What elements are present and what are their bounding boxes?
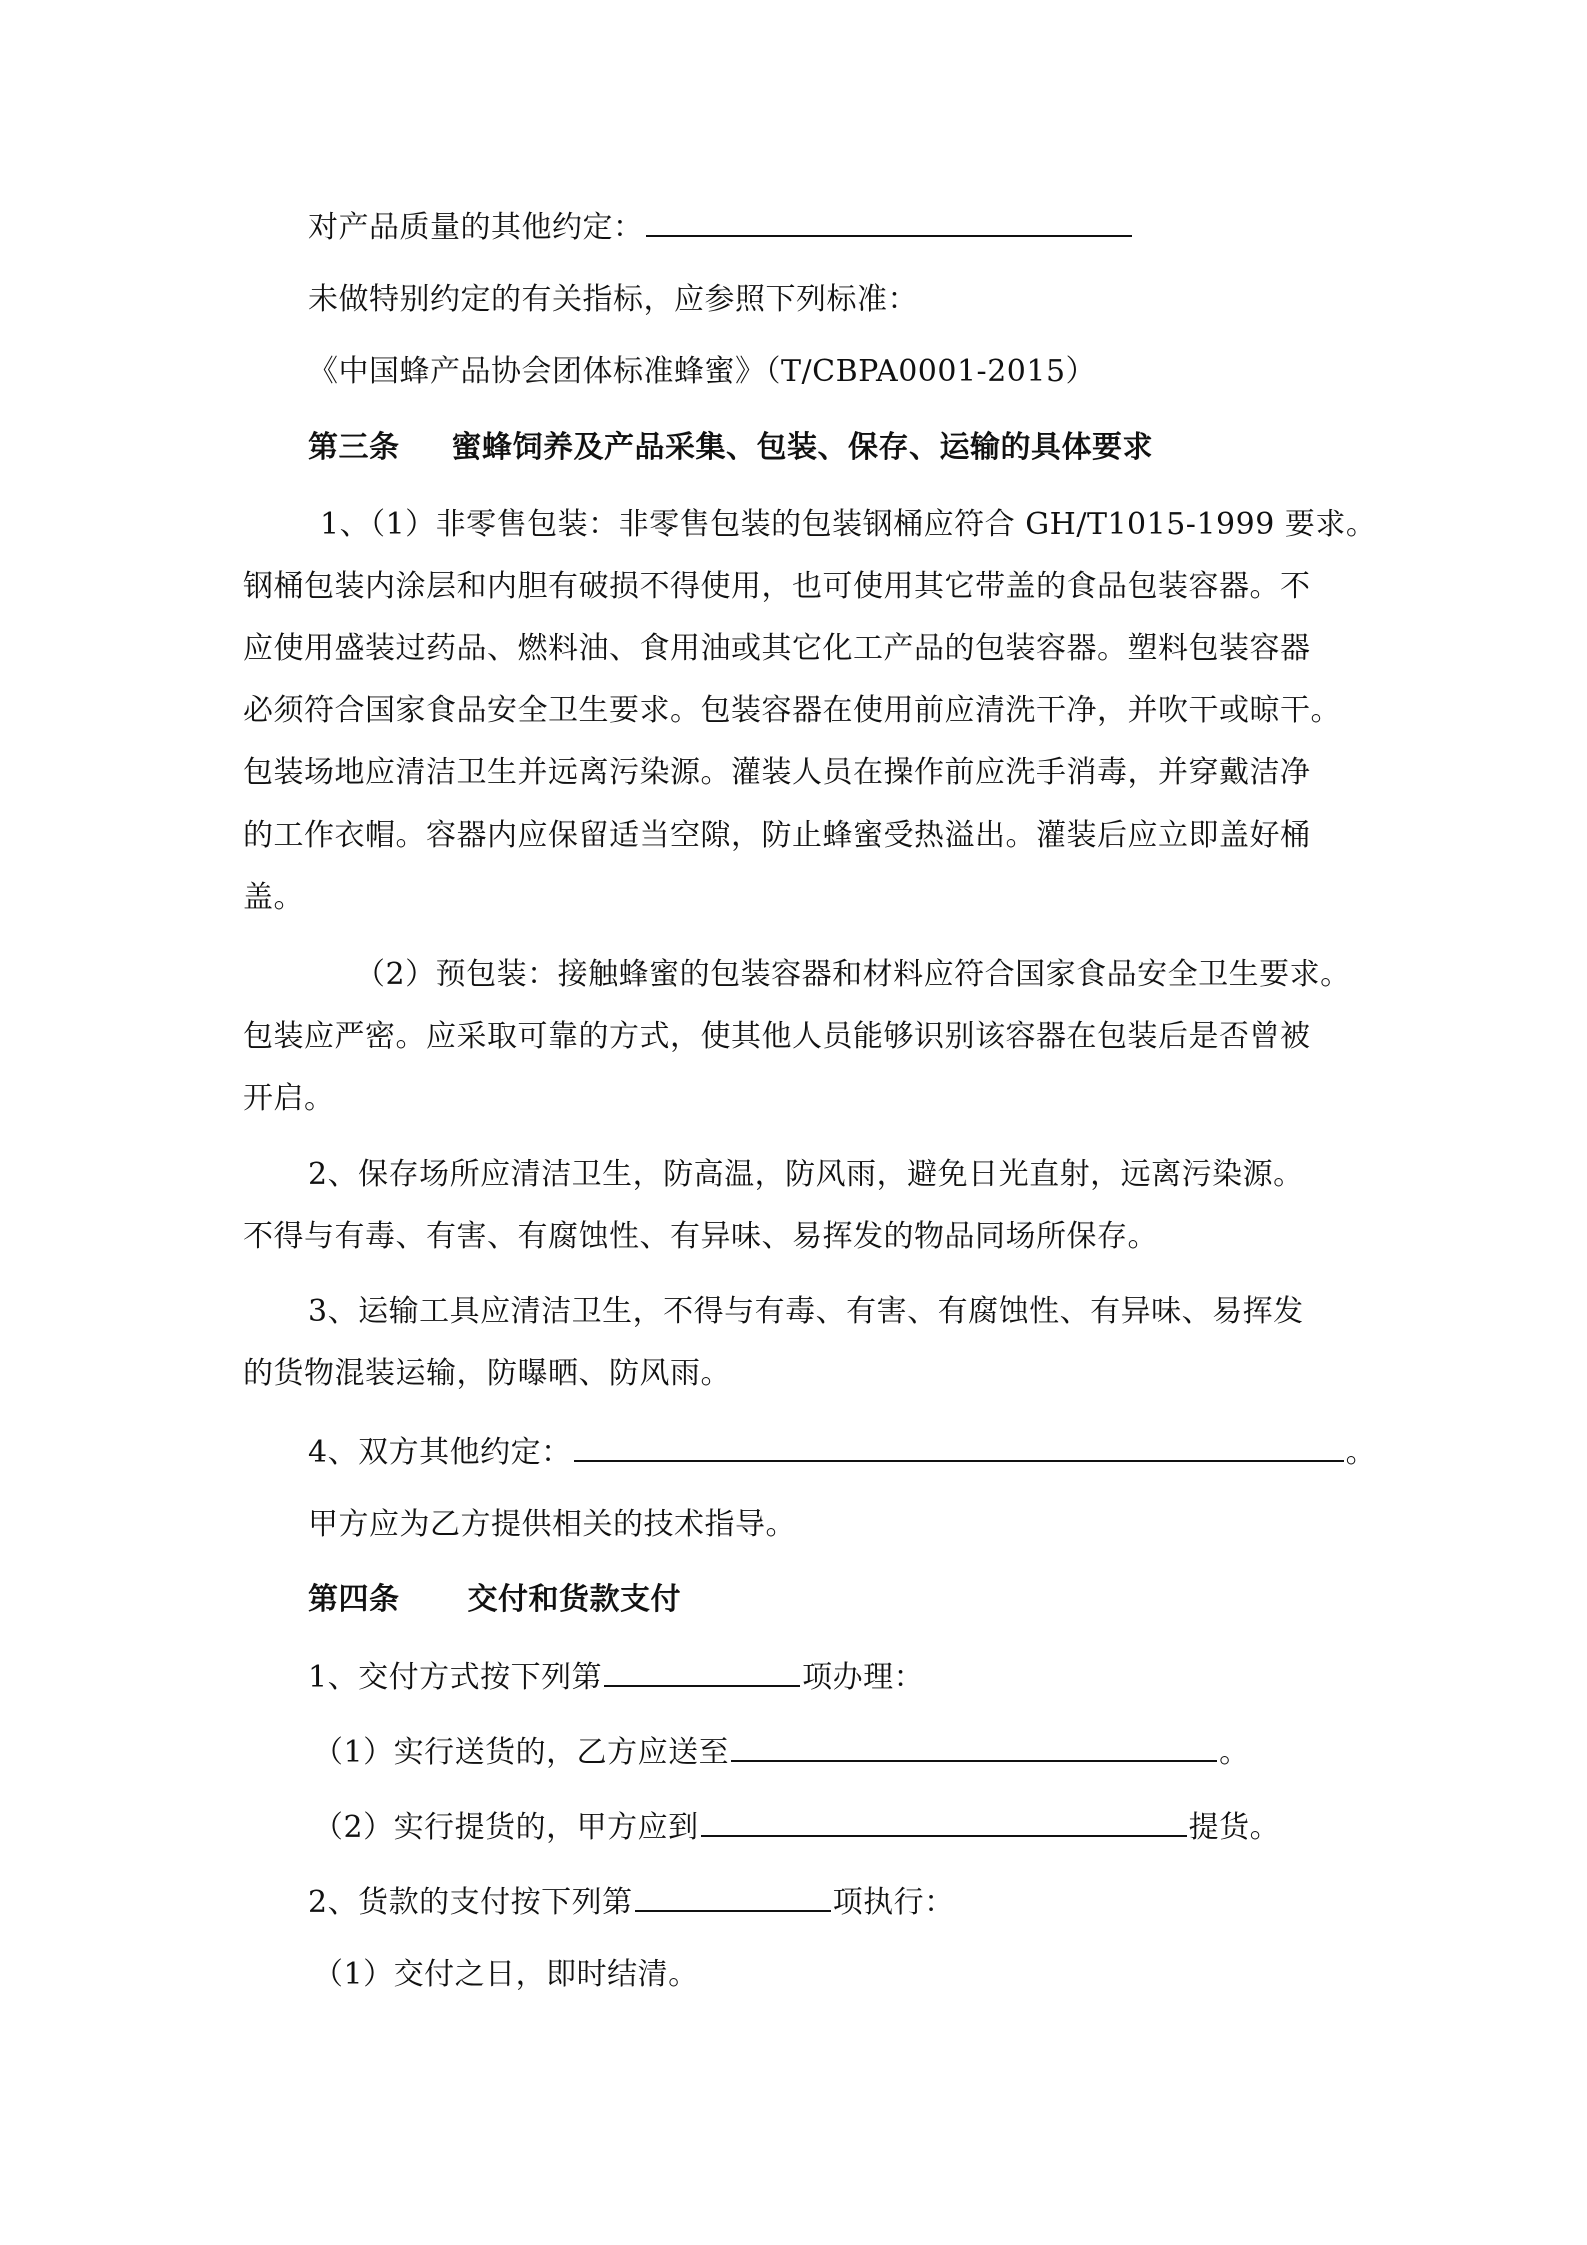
payment-prefix: 2、货款的支付按下列第 [308,1885,633,1920]
article3-p1-line: 钢桶包装内涂层和内胆有破损不得使用，也可使用其它带盖的食品包装容器。不 [243,569,1311,604]
article4-heading [308,1580,681,1620]
delivery-opt2-prefix: （2）实行提货的，甲方应到 [313,1810,699,1845]
payment-line [308,1880,955,1923]
delivery-opt1-suffix: 。 [1219,1735,1250,1770]
standards-item: 《中国蜂产品协会团体标准蜂蜜》（T/CBPA0001-2015） [308,354,1097,389]
article3-number: 第三条 [308,430,400,465]
delivery-opt2-blank[interactable] [701,1805,1187,1837]
article3-p4-line: 3、运输工具应清洁卫生，不得与有毒、有害、有腐蚀性、有异味、易挥发 [308,1294,1304,1329]
article3-p3-line: 2、保存场所应清洁卫生，防高温，防风雨，避免日光直射，远离污染源。 [308,1157,1304,1192]
article3-guidance: 甲方应为乙方提供相关的技术指导。 [308,1507,796,1542]
article3-p2-line: 开启。 [243,1081,335,1116]
article3-other-line [308,1430,1376,1473]
delivery-opt1-prefix: （1）实行送货的，乙方应送至 [313,1735,730,1770]
article3-p1-line: 必须符合国家食品安全卫生要求。包装容器在使用前应清洗干净，并吹干或晾干。 [243,693,1341,728]
article3-other-label: 4、双方其他约定： [308,1435,572,1470]
delivery-suffix: 项办理： [802,1660,925,1695]
article3-p4-line: 的货物混装运输，防曝晒、防风雨。 [243,1356,731,1391]
article3-heading [308,428,1153,468]
delivery-opt1-blank[interactable] [731,1730,1217,1762]
delivery-line [308,1655,924,1698]
article3-other-blank[interactable] [574,1430,1344,1462]
article3-p1-line: 包装场地应清洁卫生并远离污染源。灌装人员在操作前应洗手消毒，并穿戴洁净 [243,755,1311,790]
standards-intro: 未做特别约定的有关指标，应参照下列标准： [308,282,918,317]
quality-other-blank[interactable] [646,205,1132,237]
article4-number: 第四条 [308,1582,400,1617]
delivery-opt2-suffix: 提货。 [1188,1810,1281,1845]
article3-title: 蜜蜂饲养及产品采集、包装、保存、运输的具体要求 [451,430,1153,465]
article3-p3-line: 不得与有毒、有害、有腐蚀性、有异味、易挥发的物品同场所保存。 [243,1219,1158,1254]
delivery-choice-blank[interactable] [604,1655,800,1687]
article3-p1-line: 1、（1）非零售包装：非零售包装的包装钢桶应符合 GH/T1015-1999 要求。 [320,507,1377,542]
quality-other-label: 对产品质量的其他约定： [308,210,644,245]
article3-p2-line: 包装应严密。应采取可靠的方式，使其他人员能够识别该容器在包装后是否曾被 [243,1019,1311,1054]
delivery-opt1-line [313,1730,1250,1773]
payment-suffix: 项执行： [832,1885,955,1920]
article3-p2-line: （2）预包装：接触蜂蜜的包装容器和材料应符合国家食品安全卫生要求。 [355,957,1351,992]
article4-title: 交付和货款支付 [467,1582,681,1617]
payment-opt1: （1）交付之日，即时结清。 [313,1957,699,1992]
article3-p1-line: 盖。 [243,880,304,915]
delivery-prefix: 1、交付方式按下列第 [308,1660,603,1695]
article3-p1-line: 的工作衣帽。容器内应保留适当空隙，防止蜂蜜受热溢出。灌装后应立即盖好桶 [243,818,1311,853]
quality-other-line [308,205,1134,248]
article3-other-end: 。 [1345,1435,1377,1470]
delivery-opt2-line [313,1805,1280,1848]
payment-choice-blank[interactable] [635,1880,831,1912]
article3-p1-line: 应使用盛装过药品、燃料油、食用油或其它化工产品的包装容器。塑料包装容器 [243,631,1311,666]
